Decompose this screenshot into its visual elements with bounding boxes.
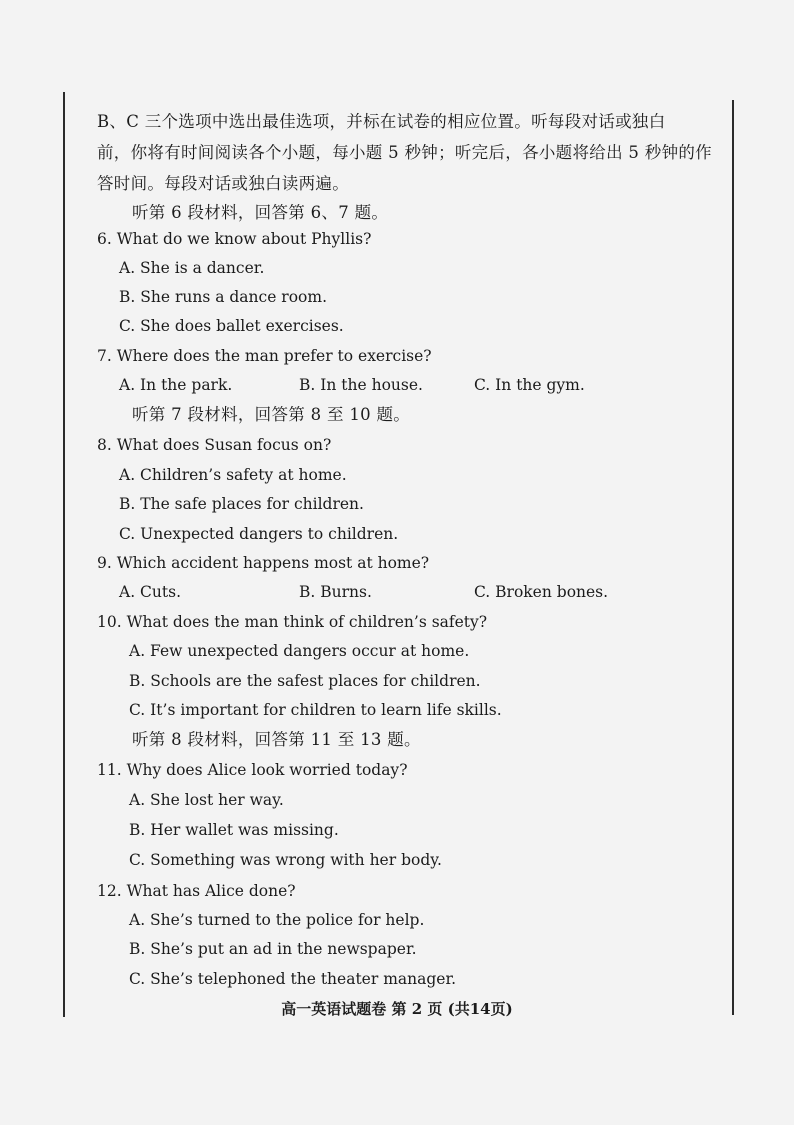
question-8-option-b: B. The safe places for children. [119, 495, 364, 513]
question-12-option-a: A. She’s turned to the police for help. [129, 911, 425, 929]
section-heading-8: 听第 8 段材料，回答第 11 至 13 题。 [132, 730, 421, 749]
question-6-option-a: A. She is a dancer. [119, 259, 265, 277]
question-10-stem: 10. What does the man think of children’s safety? [97, 613, 488, 631]
question-6-option-b: B. She runs a dance room. [119, 288, 327, 306]
question-7-option-b: B. In the house. [299, 376, 423, 394]
question-11-stem: 11. Why does Alice look worried today? [97, 761, 408, 779]
question-7-option-c: C. In the gym. [474, 376, 585, 394]
question-11-option-b: B. Her wallet was missing. [129, 821, 339, 839]
question-10-option-c: C. It’s important for children to learn life skills. [129, 701, 502, 719]
question-8-stem: 8. What does Susan focus on? [97, 436, 332, 454]
question-11-option-c: C. Something was wrong with her body. [129, 851, 442, 869]
right-margin-rule [732, 100, 734, 1015]
question-12-option-c: C. She’s telephoned the theater manager. [129, 970, 457, 988]
question-10-option-a: A. Few unexpected dangers occur at home. [129, 642, 470, 660]
instruction-line-1: B、C 三个选项中选出最佳选项，并标在试卷的相应位置。听每段对话或独白 [97, 112, 666, 131]
instruction-line-3: 答时间。每段对话或独白读两遍。 [97, 174, 349, 193]
question-8-option-c: C. Unexpected dangers to children. [119, 525, 399, 543]
question-12-stem: 12. What has Alice done? [97, 882, 296, 900]
question-6-stem: 6. What do we know about Phyllis? [97, 230, 372, 248]
question-9-stem: 9. Which accident happens most at home? [97, 554, 430, 572]
question-6-option-c: C. She does ballet exercises. [119, 317, 344, 335]
question-8-option-a: A. Children’s safety at home. [119, 466, 347, 484]
question-12-option-b: B. She’s put an ad in the newspaper. [129, 940, 417, 958]
question-9-option-c: C. Broken bones. [474, 583, 609, 601]
section-heading-7: 听第 7 段材料，回答第 8 至 10 题。 [132, 405, 411, 424]
question-11-option-a: A. She lost her way. [129, 791, 284, 809]
question-7-option-a: A. In the park. [119, 376, 233, 394]
left-margin-rule [63, 92, 65, 1017]
instruction-line-2: 前，你将有时间阅读各个小题，每小题 5 秒钟；听完后，各小题将给出 5 秒钟的作 [97, 143, 712, 162]
question-10-option-b: B. Schools are the safest places for children. [129, 672, 481, 690]
section-heading-6: 听第 6 段材料，回答第 6、7 题。 [132, 203, 389, 222]
question-7-stem: 7. Where does the man prefer to exercise? [97, 347, 432, 365]
page-footer: 高一英语试题卷 第 2 页 (共14页) [281, 1000, 513, 1018]
question-9-option-a: A. Cuts. [119, 583, 181, 601]
question-9-option-b: B. Burns. [299, 583, 372, 601]
